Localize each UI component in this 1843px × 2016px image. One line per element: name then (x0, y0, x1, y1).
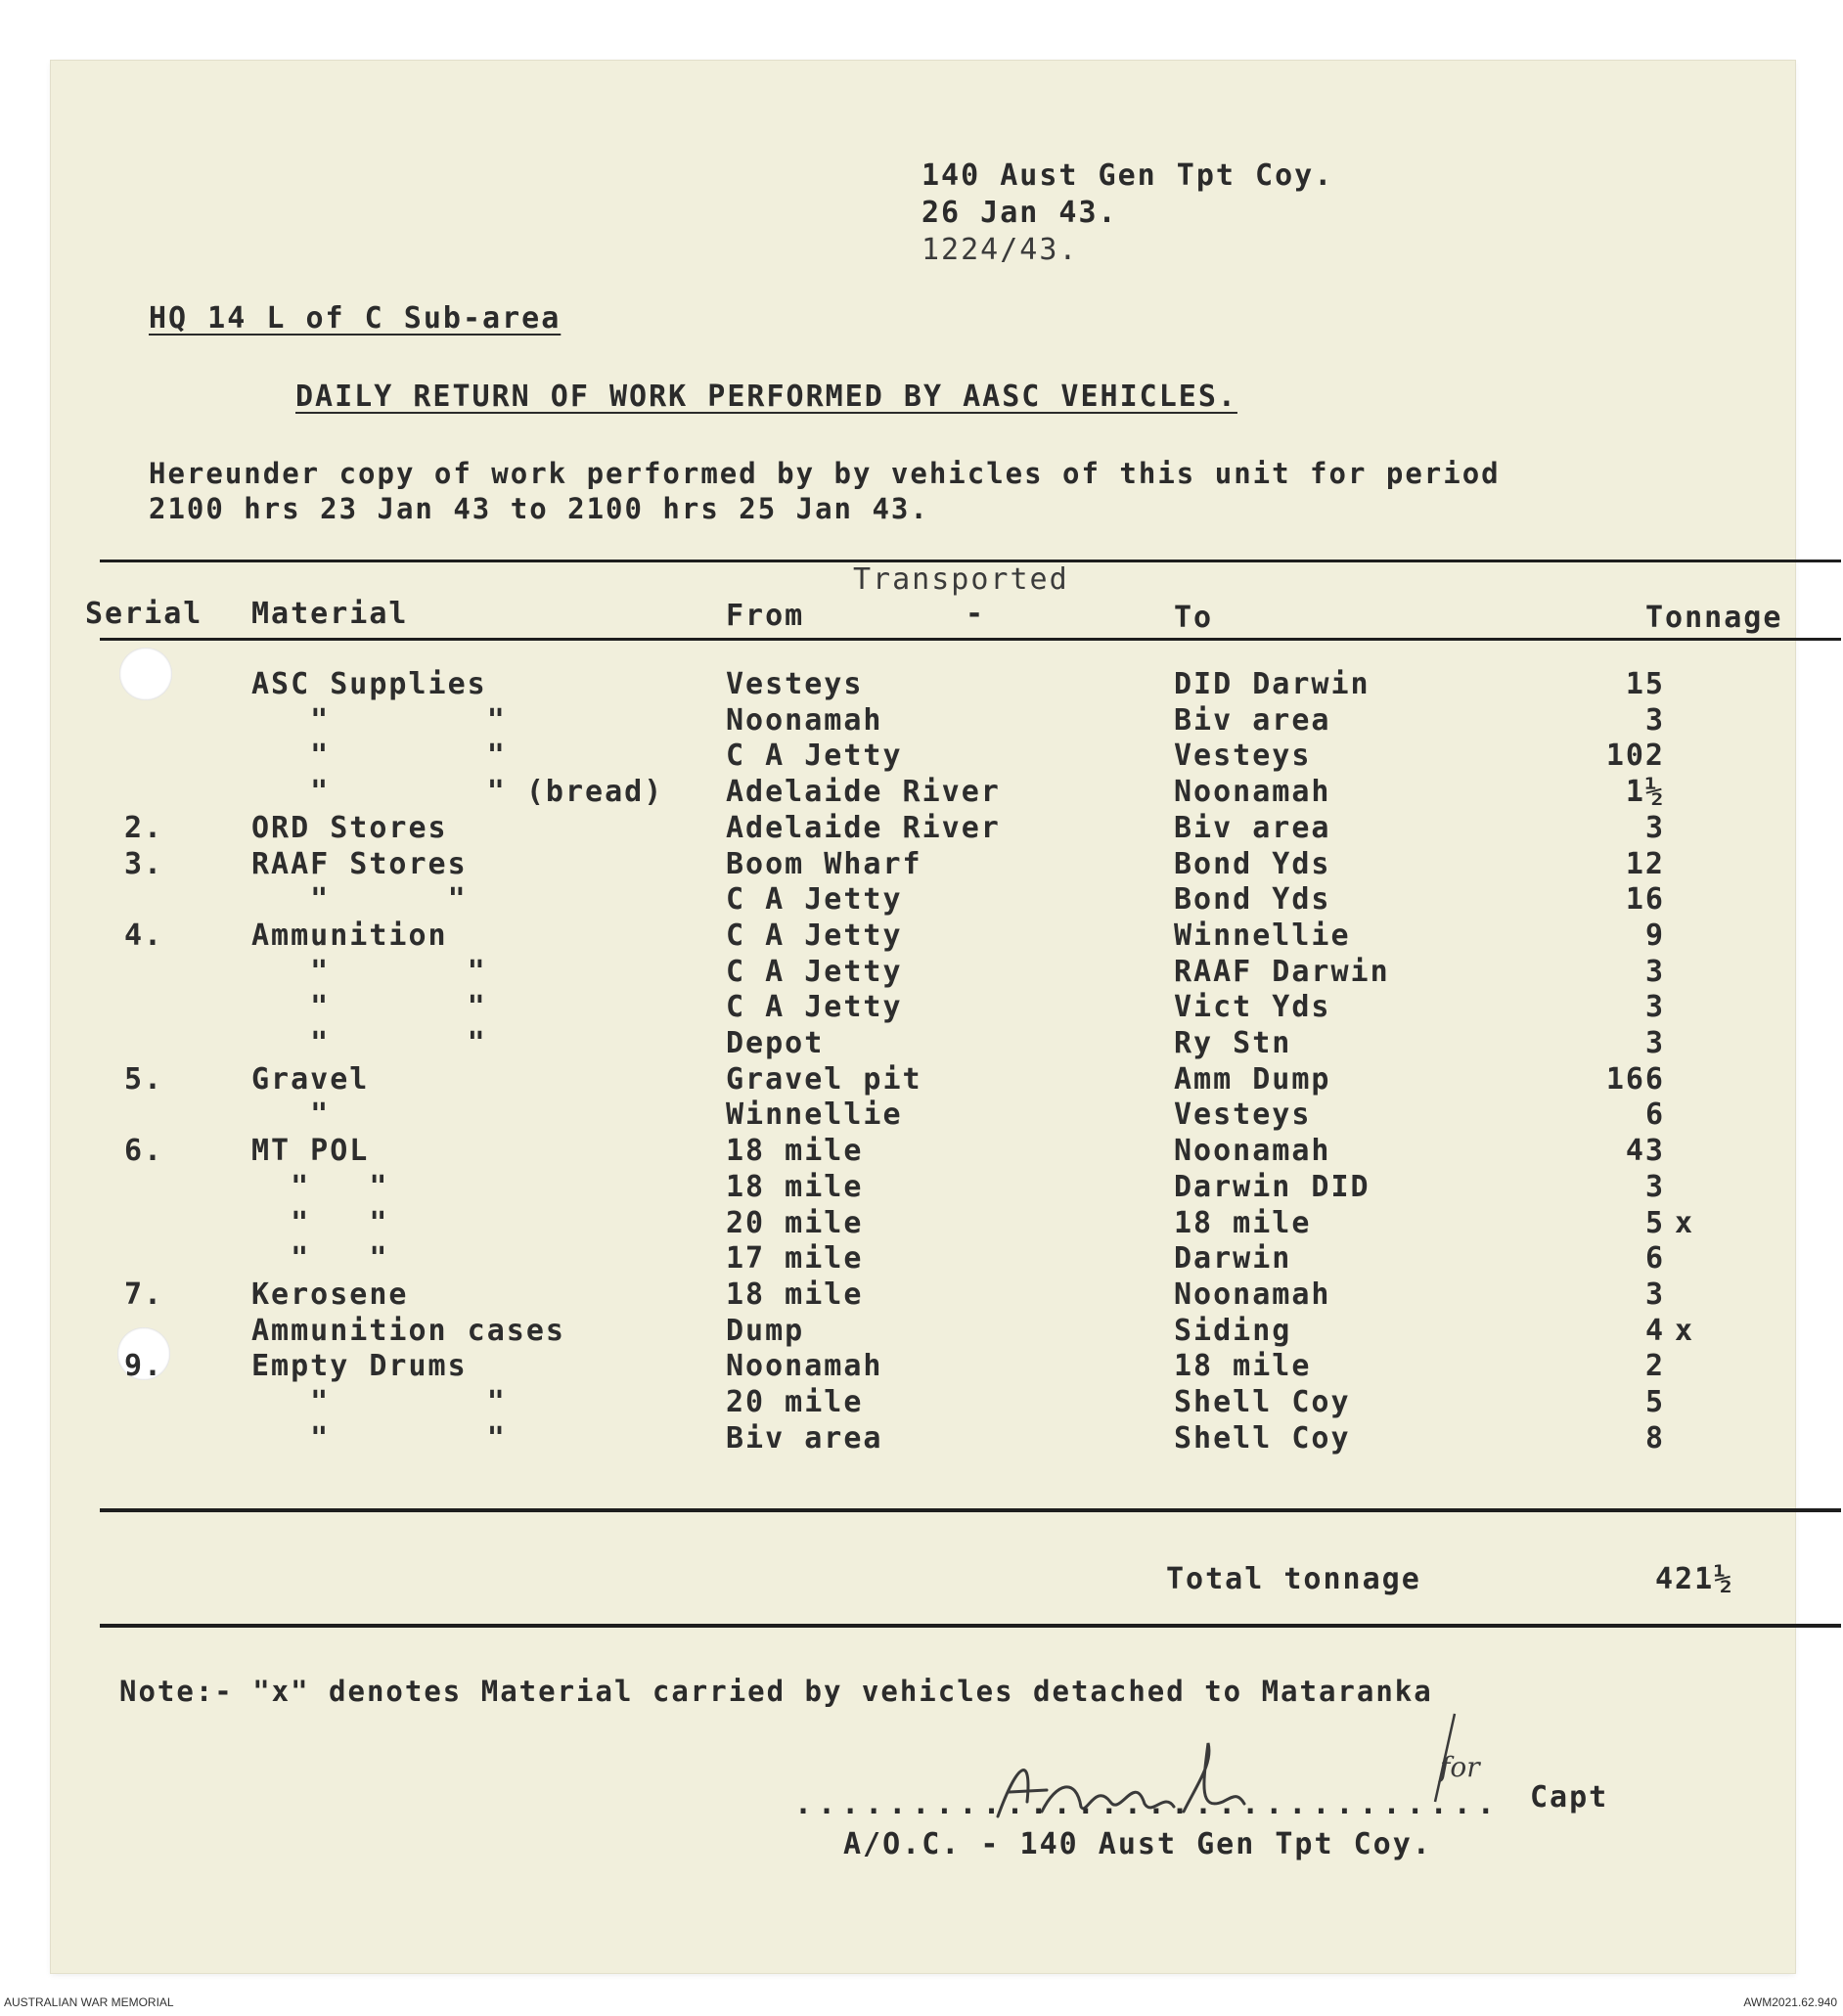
signature-rank: Capt (1530, 1780, 1609, 1814)
row-material: " " (251, 1170, 389, 1204)
row-serial: 6. (124, 1134, 164, 1168)
row-from: Depot (726, 1026, 825, 1060)
row-from: Vesteys (726, 667, 864, 701)
total-rule (100, 1624, 1841, 1628)
row-to: Vesteys (1174, 739, 1312, 773)
table-row (51, 1349, 1795, 1386)
row-to: 18 mile (1174, 1206, 1312, 1240)
table-row (51, 1277, 1795, 1315)
row-from: C A Jetty (726, 918, 903, 953)
row-material: Empty Drums (251, 1349, 468, 1383)
row-tonnage: 4 (1644, 1314, 1665, 1348)
row-to: Noonamah (1174, 775, 1331, 809)
row-from: Biv area (726, 1421, 883, 1456)
row-to: Shell Coy (1174, 1385, 1351, 1419)
row-from: 18 mile (726, 1134, 864, 1168)
row-tonnage: 3 (1644, 1170, 1665, 1204)
row-from: Noonamah (726, 703, 883, 738)
row-tonnage: 6 (1644, 1241, 1665, 1276)
table-row (51, 1206, 1795, 1243)
row-from: C A Jetty (726, 882, 903, 917)
row-tonnage: 6 (1644, 1098, 1665, 1132)
table-bottom-rule (100, 1508, 1841, 1512)
row-to: Vict Yds (1174, 990, 1331, 1024)
row-to: Ry Stn (1174, 1026, 1292, 1060)
row-from: Winnellie (726, 1098, 903, 1132)
row-serial: 3. (124, 847, 164, 881)
intro-line-2: 2100 hrs 23 Jan 43 to 2100 hrs 25 Jan 43. (149, 492, 929, 525)
row-mark: x (1675, 1206, 1695, 1240)
table-row (51, 990, 1795, 1027)
row-material: " " (251, 739, 507, 773)
col-header-from: From (726, 599, 805, 633)
row-material: " " (251, 990, 487, 1024)
row-to: 18 mile (1174, 1349, 1312, 1383)
row-tonnage: 15 (1625, 667, 1665, 701)
row-to: Bond Yds (1174, 882, 1331, 917)
row-from: C A Jetty (726, 739, 903, 773)
row-material: " " (251, 1026, 487, 1060)
row-from: C A Jetty (726, 955, 903, 989)
row-material: Kerosene (251, 1277, 409, 1312)
header-date: 26 Jan 43. (922, 196, 1118, 230)
row-material: " " (251, 703, 507, 738)
table-row (51, 918, 1795, 956)
row-from: Dump (726, 1314, 805, 1348)
row-material: " " (251, 955, 487, 989)
table-row (51, 1098, 1795, 1135)
row-tonnage: 3 (1644, 1026, 1665, 1060)
note: Note:- "x" denotes Material carried by vehicles detached to Mataranka (119, 1675, 1433, 1708)
row-tonnage: 3 (1644, 990, 1665, 1024)
addressee: HQ 14 L of C Sub-area (149, 301, 562, 336)
header-unit: 140 Aust Gen Tpt Coy. (922, 158, 1334, 193)
row-to: DID Darwin (1174, 667, 1371, 701)
row-from: Adelaide River (726, 811, 1001, 845)
row-material: RAAF Stores (251, 847, 468, 881)
row-tonnage: 166 (1605, 1062, 1665, 1097)
row-from: 17 mile (726, 1241, 864, 1276)
table-row (51, 703, 1795, 740)
row-material: " " (251, 1385, 507, 1419)
row-tonnage: 9 (1644, 918, 1665, 953)
document-title: DAILY RETURN OF WORK PERFORMED BY AASC VEHICLES. (295, 380, 1237, 414)
footer-accession: AWM2021.62.940 (1743, 1995, 1837, 2009)
row-to: Amm Dump (1174, 1062, 1331, 1097)
col-header-material: Material (251, 597, 409, 631)
row-tonnage: 3 (1644, 955, 1665, 989)
row-to: Noonamah (1174, 1277, 1331, 1312)
row-tonnage: 5 (1644, 1206, 1665, 1240)
row-material: " " (251, 1421, 507, 1456)
row-from: Boom Wharf (726, 847, 922, 881)
signature-dots: .............................. (794, 1787, 1501, 1821)
header-ref: 1224/43. (922, 233, 1079, 267)
table-row (51, 1314, 1795, 1351)
row-from: Gravel pit (726, 1062, 922, 1097)
row-tonnage: 5 (1644, 1385, 1665, 1419)
row-material: " " (251, 1206, 389, 1240)
row-to: Winnellie (1174, 918, 1351, 953)
table-row (51, 1026, 1795, 1063)
row-serial: 2. (124, 811, 164, 845)
row-serial: 5. (124, 1062, 164, 1097)
row-from: C A Jetty (726, 990, 903, 1024)
row-tonnage: 102 (1605, 739, 1665, 773)
header-rule (100, 638, 1841, 641)
row-from: Adelaide River (726, 775, 1001, 809)
row-to: Siding (1174, 1314, 1292, 1348)
table-row (51, 775, 1795, 812)
row-material: " " (251, 882, 468, 917)
row-tonnage: 3 (1644, 811, 1665, 845)
row-tonnage: 16 (1625, 882, 1665, 917)
row-tonnage: 43 (1625, 1134, 1665, 1168)
row-from: 20 mile (726, 1206, 864, 1240)
row-to: Shell Coy (1174, 1421, 1351, 1456)
row-serial: 9. (124, 1349, 164, 1383)
row-to: Darwin (1174, 1241, 1292, 1276)
row-material: ASC Supplies (251, 667, 487, 701)
footer-credit: AUSTRALIAN WAR MEMORIAL (4, 1995, 174, 2009)
row-to: Biv area (1174, 811, 1331, 845)
total-value: 421½ (1655, 1562, 1734, 1596)
table-row (51, 1134, 1795, 1171)
row-from: 20 mile (726, 1385, 864, 1419)
row-tonnage: 3 (1644, 1277, 1665, 1312)
row-mark: x (1675, 1314, 1695, 1348)
row-material: " (251, 1098, 331, 1132)
row-material: MT POL (251, 1134, 370, 1168)
row-material: " " (bread) (251, 775, 664, 809)
row-tonnage: 1½ (1625, 775, 1665, 809)
table-row (51, 1385, 1795, 1422)
table-row (51, 1421, 1795, 1458)
row-to: Noonamah (1174, 1134, 1331, 1168)
row-tonnage: 2 (1644, 1349, 1665, 1383)
col-header-serial: Serial (85, 597, 203, 631)
table-row (51, 955, 1795, 992)
row-to: Vesteys (1174, 1098, 1312, 1132)
table-row (51, 847, 1795, 884)
intro-line-1: Hereunder copy of work performed by by vehicles of this unit for period (149, 457, 1501, 490)
table-row (51, 1241, 1795, 1278)
signature-officer: A/O.C. - 140 Aust Gen Tpt Coy. (843, 1827, 1432, 1861)
row-from: 18 mile (726, 1277, 864, 1312)
row-to: Darwin DID (1174, 1170, 1371, 1204)
col-header-dash: - (966, 597, 986, 631)
row-from: 18 mile (726, 1170, 864, 1204)
table-row (51, 667, 1795, 704)
group-header-transported: Transported (853, 562, 1069, 597)
col-header-to: To (1174, 601, 1214, 635)
total-label: Total tonnage (1166, 1562, 1421, 1596)
table-row (51, 1170, 1795, 1207)
table-row (51, 739, 1795, 776)
row-tonnage: 3 (1644, 703, 1665, 738)
row-to: RAAF Darwin (1174, 955, 1390, 989)
signature-for: for (1440, 1751, 1480, 1783)
row-material: " " (251, 1241, 389, 1276)
row-material: Ammunition (251, 918, 448, 953)
table-row (51, 1062, 1795, 1099)
col-header-tonnage: Tonnage (1645, 601, 1783, 635)
row-material: ORD Stores (251, 811, 448, 845)
row-material: Gravel (251, 1062, 370, 1097)
row-serial: 4. (124, 918, 164, 953)
row-tonnage: 12 (1625, 847, 1665, 881)
document-sheet (51, 61, 1795, 1973)
row-tonnage: 8 (1644, 1421, 1665, 1456)
table-row (51, 811, 1795, 848)
row-serial: 7. (124, 1277, 164, 1312)
row-to: Biv area (1174, 703, 1331, 738)
row-from: Noonamah (726, 1349, 883, 1383)
row-to: Bond Yds (1174, 847, 1331, 881)
table-row (51, 882, 1795, 919)
row-material: Ammunition cases (251, 1314, 565, 1348)
